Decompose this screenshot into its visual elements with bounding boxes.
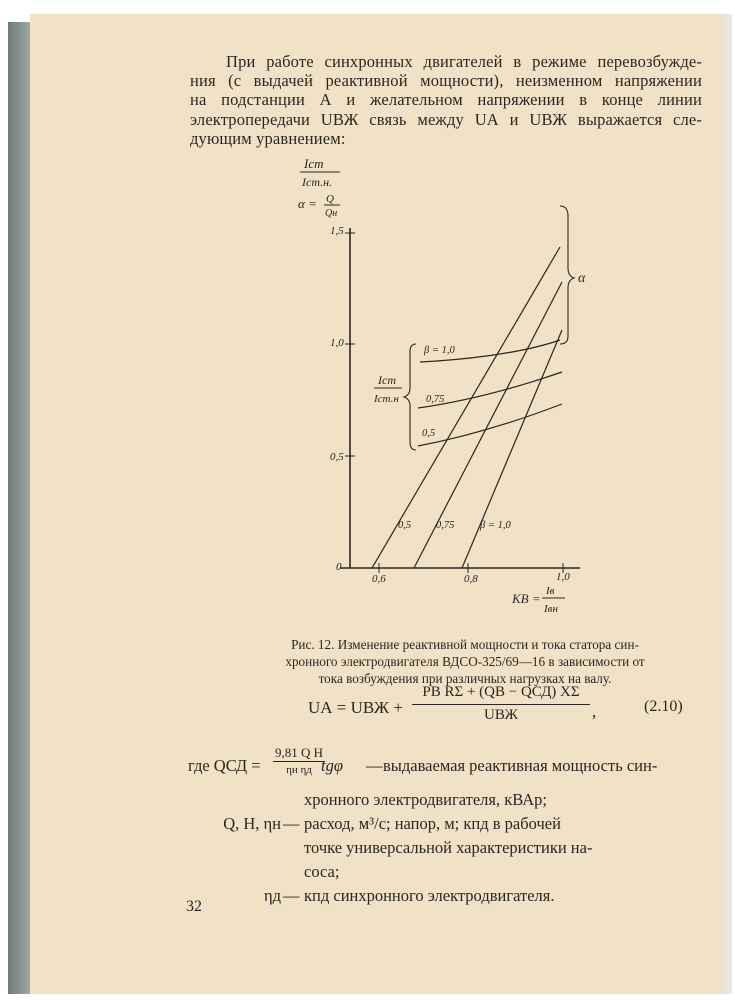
where-fraction [273, 745, 325, 778]
y-label-alpha-den: Qн [325, 208, 338, 219]
current-brace [404, 344, 416, 450]
definitions-block [186, 742, 706, 908]
where-numerator: 9,81 Q H [275, 745, 324, 760]
current-curve-label: 0,75 [426, 394, 445, 405]
y-tick-label: 0,5 [330, 451, 344, 463]
paragraph-line: ния (с выдачей реактивной мощности), неизменном напряжении [190, 71, 702, 91]
figure-caption [230, 636, 700, 687]
definition-dash: — [366, 756, 383, 775]
equation-numerator: PВ RΣ + (QВ − QСД) XΣ [412, 682, 590, 705]
paragraph-line: При работе синхронных двигателей в режиме перевозбужде- [226, 52, 702, 71]
where-label: где QСД = [188, 756, 261, 775]
current-curve-label: 0,5 [422, 428, 436, 439]
alpha-brace [560, 206, 574, 344]
definition-text: соса; [304, 862, 340, 881]
alpha-line-label: 0,5 [398, 520, 412, 531]
definition-row [186, 860, 706, 884]
definition-text: хронного электродвигателя, кВАр; [304, 790, 547, 809]
x-tick-label: 0,8 [464, 573, 478, 585]
x-tick-label: 0,6 [372, 573, 386, 585]
definition-row [186, 788, 706, 812]
equation-number: (2.10) [644, 698, 683, 715]
current-brace-num: Iст [378, 373, 396, 387]
y-tick-label: 1,0 [330, 337, 344, 349]
page-number: 32 [186, 898, 202, 915]
intro-paragraph [190, 52, 702, 148]
caption-line: Рис. 12. Изменение реактивной мощности и тока статора син- [291, 637, 639, 652]
definition-dash: — [283, 814, 300, 833]
y-label-top-num: Iст [304, 156, 324, 171]
y-tick-label: 1,5 [330, 225, 344, 237]
paragraph-line: электропередачи UВЖ связь между UА и UВЖ выражается сле- [190, 109, 702, 129]
definition-text: выдаваемая реактивная мощность син- [383, 756, 658, 775]
current-curve-label: β = 1,0 [424, 345, 455, 356]
x-label-num: Iв [546, 585, 555, 597]
definition-text: кпд синхронного электродвигателя. [304, 886, 555, 905]
definition-text: точке универсальной характеристики на- [304, 838, 593, 857]
paragraph-line: дующим уравнением: [190, 128, 346, 148]
page-edge [724, 14, 732, 994]
x-label: KВ = [512, 591, 541, 606]
definition-term: Q, H, ηн [223, 814, 281, 833]
where-denominator: ηн ηд [286, 764, 312, 776]
y-label-alpha-num: Q [326, 193, 334, 205]
definition-row [186, 884, 706, 908]
where-tg: tgφ [321, 756, 343, 775]
definition-row [186, 836, 706, 860]
equation-2-10 [300, 682, 700, 738]
definition-text: расход, м³/с; напор, м; кпд в рабочей [304, 814, 561, 833]
definition-term: ηд [263, 886, 281, 905]
origin-label: 0 [336, 561, 342, 573]
alpha-brace-label: α [578, 271, 586, 286]
alpha-line-label: β = 1,0 [480, 520, 511, 531]
figure-12-chart [290, 150, 620, 630]
definition-row [186, 812, 706, 836]
caption-line: тока возбуждения при различных нагрузках на валу. [318, 671, 612, 686]
x-tick-label: 1,0 [556, 571, 570, 583]
y-label-alpha: α = [298, 196, 317, 211]
current-curve-05 [418, 404, 562, 446]
current-brace-den: Iст.н [374, 393, 399, 405]
paragraph-line: на подстанции А и желательном напряжении в конце линии [190, 90, 702, 110]
y-label-top-den: Iст.н. [302, 175, 333, 189]
alpha-line-label: 0,75 [436, 520, 455, 531]
alpha-line-10 [462, 330, 562, 568]
equation-comma: , [592, 702, 597, 721]
definition-dash: — [283, 886, 300, 905]
equation-fraction [412, 682, 590, 724]
caption-line: хронного электродвигателя ВДСО-325/69—16 в зависимости от [285, 654, 645, 669]
equation-lhs: UА = UВЖ + [308, 698, 403, 717]
equation-denominator: UВЖ [484, 707, 518, 723]
x-label-den: Iвн [544, 603, 558, 615]
definition-row [186, 742, 706, 788]
